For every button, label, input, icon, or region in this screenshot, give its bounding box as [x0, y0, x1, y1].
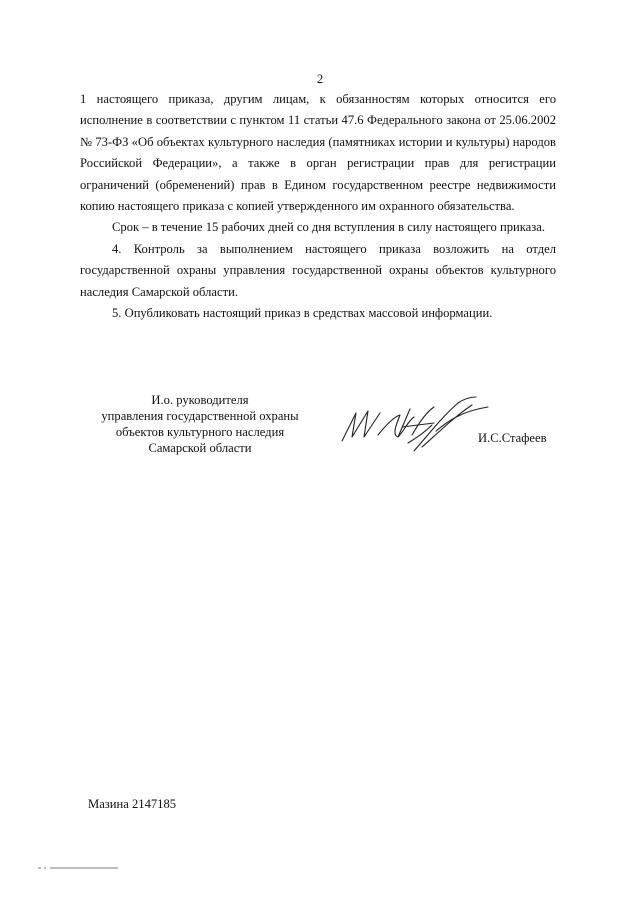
executor-contact: Мазина 2147185: [88, 797, 177, 811]
position-line-4: Самарской области: [148, 441, 252, 455]
position-line-2: управления государственной охраны: [101, 409, 299, 423]
document-body: [80, 89, 556, 324]
position-line-3: объектов культурного наследия: [115, 425, 285, 439]
paragraph-publish: 5. Опубликовать настоящий приказ в средствах массовой информации.: [112, 306, 493, 321]
paragraph-continuation: 1 настоящего приказа, другим лицам, к обязанностям которых относится его исполнение в соответствии с пунктом 11 статьи 47.6 Федерального закона от 25.06.2002 № 73-ФЗ «Об объектах культурного наследия (памятниках истории и культуры) народов Российской Федерации», а также в орган регистрации прав для регистрации ограничений (обременений) прав в Едином государственном реестре недвижимости копию настоящего приказа с копией утвержденного им охранного обязательства.: [80, 92, 556, 214]
handwritten-signature: [338, 391, 490, 461]
signatory-position: [80, 392, 320, 456]
position-line-1: И.о. руководителя: [151, 393, 249, 407]
page-number: 2: [316, 72, 324, 86]
signer-name: И.С.Стафеев: [478, 431, 547, 445]
paragraph-deadline: Срок – в течение 15 рабочих дней со дня вступления в силу настоящего приказа.: [112, 220, 545, 235]
footer-line-mark: [38, 864, 120, 872]
paragraph-control: 4. Контроль за выполнением настоящего приказа возложить на отдел государственной охраны управления государственной охраны объектов культурного наследия Самарской области.: [80, 241, 556, 299]
